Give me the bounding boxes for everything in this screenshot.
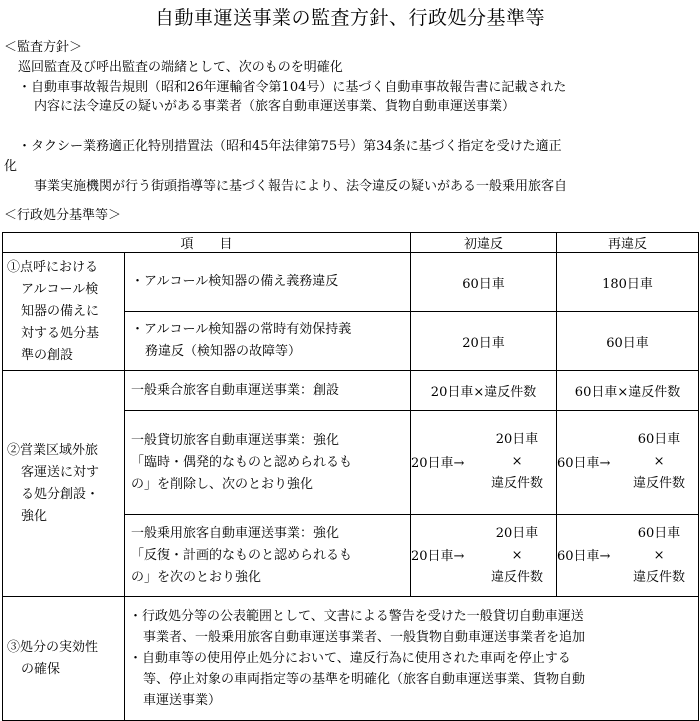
formula-bottom: 違反件数 — [633, 476, 686, 491]
formula-multiply: × — [511, 548, 523, 563]
section-2-item-2-repeat — [557, 411, 699, 515]
section-2-item-3 — [125, 515, 411, 597]
policy-bullet-2-line-1: ・タクシー業務適正化特別措置法（昭和45年法律第75号）第34条に基づく指定を受けた適正 — [18, 139, 562, 154]
section-3-content — [125, 597, 699, 721]
formula-multiply: × — [653, 454, 665, 469]
section-1-label-line: 知器の備えに — [21, 303, 100, 319]
header-repeat-violation: 再違反 — [557, 233, 699, 253]
section-2-item-2 — [125, 411, 411, 515]
standards-heading: ＜行政処分基準等＞ — [4, 208, 122, 223]
formula-multiply: × — [653, 548, 665, 563]
section-3-line: 等、停止対象の車両指定等の基準を明確化（旅客自動車運送事業、貨物自動 — [143, 672, 586, 687]
item-line: 一般乗用旅客自動車運送事業：強化 — [131, 525, 340, 541]
section-1-item-2-repeat: 60日車 — [557, 312, 699, 371]
section-1-label-line: 対する処分基 — [21, 325, 100, 341]
item-line: ・アルコール検知器の備え義務違反 — [131, 274, 339, 289]
header-first-violation: 初違反 — [411, 233, 557, 253]
formula-base: 20日車→ — [411, 549, 465, 564]
formula-top: 20日車 — [495, 526, 539, 541]
section-2-label — [3, 371, 125, 597]
section-3-line: ・行政処分等の公表範囲として、文書による警告を受けた一般貸切自動車運送 — [129, 609, 584, 624]
section-2-label-line: 客運送に対す — [21, 464, 100, 480]
formula-top: 20日車 — [495, 432, 539, 447]
section-2-item-1-first: 20日車×違反件数 — [411, 371, 557, 411]
page-title: 自動車運送事業の監査方針、行政処分基準等 — [154, 7, 545, 29]
section-1-item-1-repeat: 180日車 — [557, 253, 699, 312]
section-3-line: 事業者、一般乗用旅客自動車運送事業者、一般貨物自動車運送事業者を追加 — [143, 630, 586, 645]
formula-bottom: 違反件数 — [633, 570, 686, 585]
policy-bullet-2-line-3: 事業実施機関が行う街頭指導等に基づく報告により、法令違反の疑いがある一般乗用旅客自 — [34, 179, 568, 194]
section-3-line: 車運送事業） — [143, 693, 222, 708]
item-line: 務違反（検知器の故障等） — [145, 344, 302, 359]
item-line: の」を次のとおり強化 — [131, 569, 262, 585]
section-2-item-2-first — [411, 411, 557, 515]
table-row — [3, 597, 699, 721]
section-1-item-2-first: 20日車 — [411, 312, 557, 371]
section-1-item-1 — [125, 253, 411, 312]
section-1-label-line: 準の創設 — [21, 347, 74, 363]
section-3-label-line: ③処分の実効性 — [7, 639, 99, 655]
table-row — [3, 253, 699, 312]
policy-bullet-1-line-2: 内容に法令違反の疑いがある事業者（旅客自動車運送事業、貨物自動車運送事業） — [34, 99, 516, 114]
section-2-item-3-repeat — [557, 515, 699, 597]
formula-base: 60日車→ — [557, 456, 611, 471]
formula-base: 60日車→ — [557, 549, 611, 564]
standards-table — [2, 232, 699, 721]
section-2-item-1: 一般乗合旅客自動車運送事業：創設 — [125, 371, 411, 411]
section-2-item-1-repeat: 60日車×違反件数 — [557, 371, 699, 411]
formula-bottom: 違反件数 — [491, 476, 544, 491]
section-2-label-line: ②営業区域外旅 — [7, 442, 99, 458]
section-1-label — [3, 253, 125, 371]
formula-bottom: 違反件数 — [491, 570, 544, 585]
formula-top: 60日車 — [637, 432, 681, 447]
policy-heading: ＜監査方針＞ — [4, 40, 83, 55]
policy-bullet-2-line-2: 化 — [4, 159, 18, 174]
section-1-label-line: アルコール検 — [21, 281, 99, 297]
item-line: 「臨時・偶発的なものと認められるも — [131, 454, 353, 470]
section-3-line: ・自動車等の使用停止処分において、違反行為に使用された車両を停止する — [129, 651, 571, 666]
item-line: 「反復・計画的なものと認められるも — [131, 547, 353, 563]
section-2-item-3-first — [411, 515, 557, 597]
section-1-item-1-first: 60日車 — [411, 253, 557, 312]
section-2-label-line: る処分創設・ — [21, 486, 100, 502]
section-1-item-2 — [125, 312, 411, 371]
policy-bullet-1-line-1: ・自動車事故報告規則（昭和26年運輸省令第104号）に基づく自動車事故報告書に記載された — [18, 80, 567, 95]
table-row — [3, 371, 699, 411]
formula-multiply: × — [511, 454, 523, 469]
item-line: 一般貸切旅客自動車運送事業：強化 — [131, 432, 340, 448]
item-line: の」を削除し、次のとおり強化 — [131, 476, 314, 492]
section-2-label-line: 強化 — [21, 508, 48, 524]
formula-top: 60日車 — [637, 526, 681, 541]
item-line: ・アルコール検知器の常時有効保持義 — [131, 322, 352, 337]
section-3-label — [3, 597, 125, 721]
policy-intro: 巡回監査及び呼出監査の端緒として、次のものを明確化 — [18, 60, 343, 75]
table-header-row — [3, 233, 699, 253]
section-1-label-line: ①点呼における — [7, 259, 99, 275]
section-3-label-line: の確保 — [21, 661, 61, 677]
header-item: 項 目 — [3, 233, 411, 253]
formula-base: 20日車→ — [411, 456, 465, 471]
